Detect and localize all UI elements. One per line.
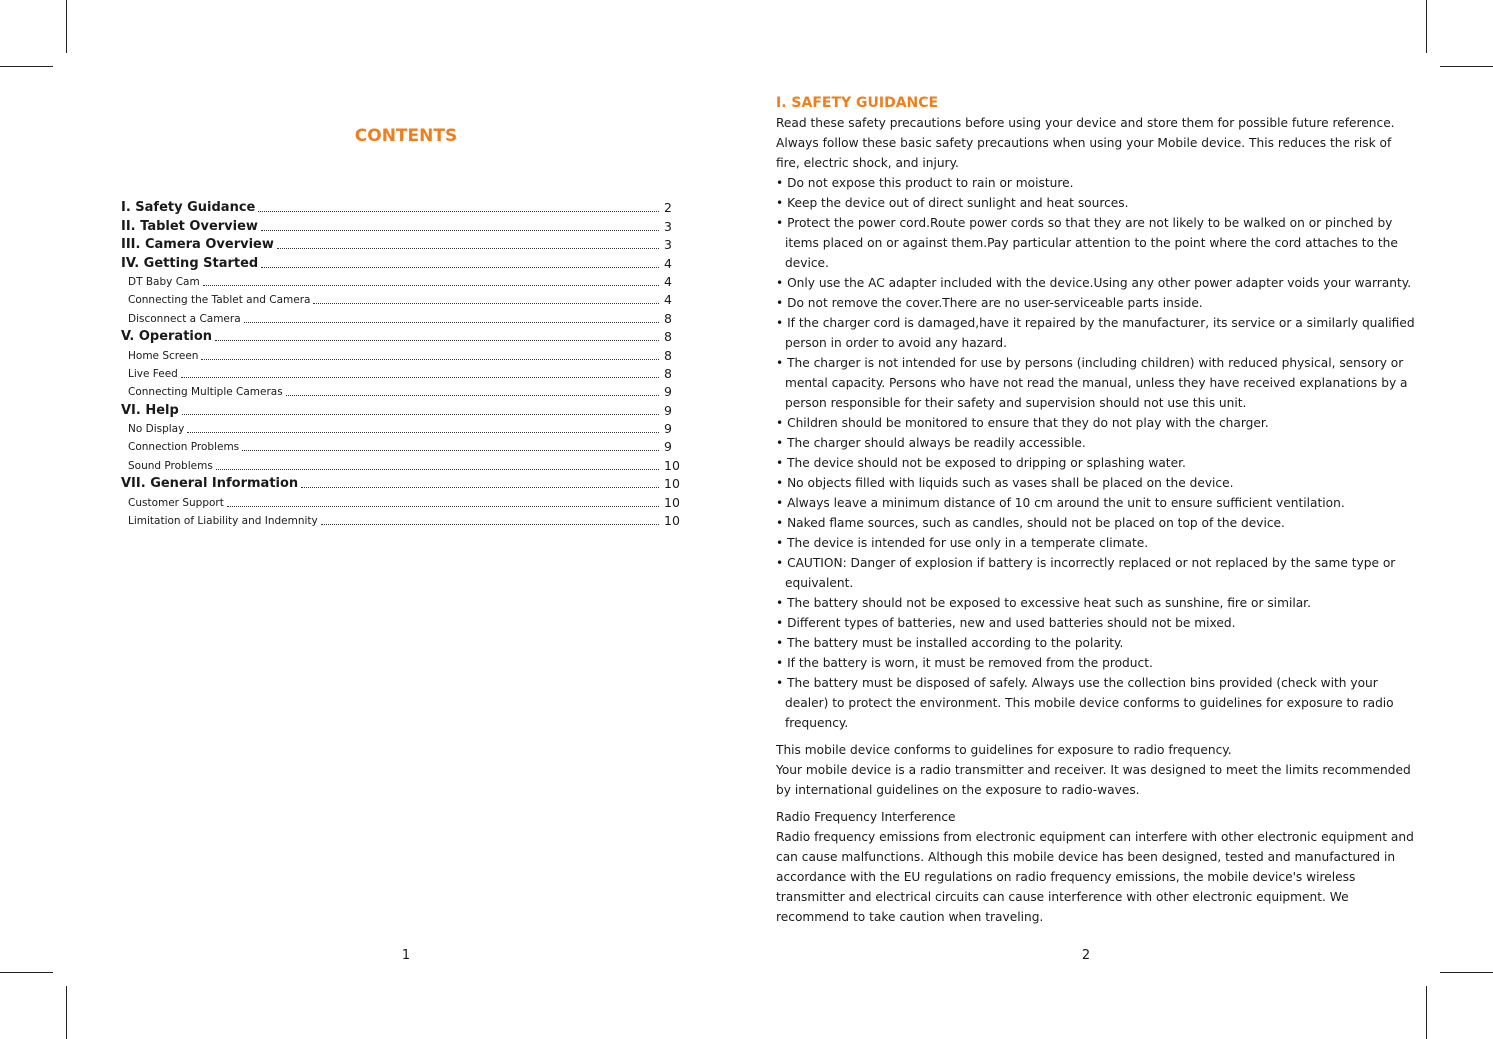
safety-bullet: • Different types of batteries, new and used batteries should not be mixed. [776, 616, 1236, 630]
exposure-line-1: This mobile device conforms to guidelines for exposure to radio frequency. [776, 743, 1232, 757]
safety-bullet: • The battery must be disposed of safely. Always use the collection bins provided (check with your dealer) to protect the environment. This mobile device conforms to guidelines for exposure to radio frequency. [776, 676, 1394, 730]
safety-bullet: • Do not remove the cover.There are no user-serviceable parts inside. [776, 296, 1203, 310]
toc-entry [121, 198, 686, 216]
toc-entry-page: 9 [664, 384, 672, 400]
toc-leader [187, 432, 659, 433]
section-heading: I. SAFETY GUIDANCE [776, 95, 939, 111]
toc-entry [121, 290, 686, 308]
crop-mark [66, 0, 67, 53]
toc-entry-page: 4 [664, 273, 672, 289]
toc-leader [216, 469, 659, 470]
crop-mark [0, 66, 53, 67]
toc-entry-label: VI. Help [121, 402, 179, 418]
rf-paragraph: Radio frequency emissions from electronic equipment can interfere with other electronic equipment and can cause malfunctions. Although this mobile device has been designed, tested and manufactured in accordance with the EU regulations on radio frequency emissions, the mobile device's wireless transmitter and electrical circuits can cause interference with other electronic equipment. We recommend to take caution when traveling. [776, 830, 1414, 924]
safety-guidance-page [776, 93, 1416, 927]
crop-mark [66, 986, 67, 1039]
crop-mark [1426, 986, 1427, 1039]
toc-entry-label: DT Baby Cam [128, 275, 200, 288]
toc-entry [121, 419, 686, 437]
toc-entry-label: Connection Problems [128, 441, 240, 454]
safety-bullet: • Naked flame sources, such as candles, should not be placed on top of the device. [776, 516, 1285, 530]
toc-entry-page: 10 [664, 513, 680, 529]
safety-bullet: • The charger should always be readily accessible. [776, 436, 1086, 450]
rf-heading: Radio Frequency Interference [776, 810, 956, 824]
toc-leader [261, 267, 659, 268]
toc-entry [121, 272, 686, 290]
toc-entry-page: 9 [664, 402, 672, 418]
toc-entry-label: I. Safety Guidance [121, 200, 256, 216]
toc-entry-label: III. Camera Overview [121, 237, 274, 253]
toc-entry-label: Limitation of Liability and Indemnity [128, 515, 318, 528]
toc-entry [121, 327, 686, 345]
safety-bullet: • The device should not be exposed to dripping or splashing water. [776, 456, 1186, 470]
toc-entry [121, 382, 686, 400]
safety-bullet: • Children should be monitored to ensure that they do not play with the charger. [776, 416, 1269, 430]
safety-bullet: • The device is intended for use only in a temperate climate. [776, 536, 1149, 550]
toc-leader [227, 506, 659, 507]
toc-entry-page: 10 [664, 476, 680, 492]
contents-title: CONTENTS [354, 126, 458, 146]
toc-entry-page: 8 [664, 347, 672, 363]
safety-bullet: • Do not expose this product to rain or moisture. [776, 176, 1074, 190]
toc-entry-label: IV. Getting Started [121, 255, 259, 271]
safety-bullet: • The charger is not intended for use by persons (including children) with reduced physical, sensory or mental capacity. Persons who have not read the manual, unless they have received explanations by a person responsible for their safety and supervision should not use this unit. [776, 356, 1408, 410]
toc-entry-page: 2 [664, 200, 672, 216]
page-number-right: 2 [1081, 948, 1091, 963]
toc-entry-label: VII. General Information [121, 476, 299, 492]
safety-bullet: • No objects filled with liquids such as vases shall be placed on the device. [776, 476, 1234, 490]
crop-mark [1426, 0, 1427, 53]
exposure-line-2: Your mobile device is a radio transmitter and receiver. It was designed to meet the limits recommended by international guidelines on the exposure to radio-waves. [776, 763, 1411, 797]
crop-mark [1440, 66, 1493, 67]
crop-mark [1440, 972, 1493, 973]
toc-entry [121, 400, 686, 418]
toc-entry-label: Connecting Multiple Cameras [128, 386, 283, 399]
safety-bullet: • If the battery is worn, it must be removed from the product. [776, 656, 1153, 670]
toc-leader [242, 450, 659, 451]
toc-entry-label: II. Tablet Overview [121, 218, 258, 234]
safety-bullet: • Always leave a minimum distance of 10 cm around the unit to ensure sufficient ventilation. [776, 496, 1345, 510]
toc-leader [286, 395, 659, 396]
toc-entry-page: 3 [664, 218, 672, 234]
toc-leader [261, 230, 659, 231]
toc-entry [121, 364, 686, 382]
toc-leader [201, 359, 659, 360]
toc-entry-page: 8 [664, 310, 672, 326]
toc-leader [313, 303, 659, 304]
toc-entry [121, 345, 686, 363]
toc-entry-page: 3 [664, 237, 672, 253]
toc-entry [121, 455, 686, 473]
safety-bullet-list [776, 173, 1416, 733]
safety-bullet: • The battery should not be exposed to excessive heat such as sunshine, fire or similar. [776, 596, 1311, 610]
toc-entry [121, 511, 686, 529]
toc-leader [321, 524, 659, 525]
toc-entry-page: 9 [664, 439, 672, 455]
toc-entry-label: Live Feed [128, 367, 178, 380]
toc-leader [277, 248, 659, 249]
toc-leader [301, 487, 659, 488]
toc-leader [215, 340, 659, 341]
safety-bullet: • Protect the power cord.Route power cords so that they are not likely to be walked on or pinched by items placed on or against them.Pay particular attention to the point where the cord attaches to the device. [776, 216, 1398, 270]
table-of-contents [121, 198, 686, 529]
toc-entry [121, 308, 686, 326]
toc-entry [121, 253, 686, 271]
intro-paragraph: Read these safety precautions before using your device and store them for possible future reference. Always follow these basic safety precautions when using your Mobile device. This reduces the risk of fire, electric shock, and injury. [776, 116, 1395, 170]
toc-entry-label: Customer Support [128, 496, 224, 509]
toc-entry [121, 235, 686, 253]
crop-mark [0, 972, 53, 973]
page-number-left: 1 [401, 948, 411, 963]
toc-leader [181, 377, 659, 378]
safety-bullet: • Keep the device out of direct sunlight and heat sources. [776, 196, 1129, 210]
toc-leader [182, 414, 659, 415]
toc-entry-page: 10 [664, 457, 680, 473]
toc-entry-page: 4 [664, 292, 672, 308]
toc-entry-page: 9 [664, 421, 672, 437]
safety-bullet: • Only use the AC adapter included with the device.Using any other power adapter voids your warranty. [776, 276, 1412, 290]
toc-entry [121, 216, 686, 234]
toc-entry [121, 492, 686, 510]
toc-entry-label: Sound Problems [128, 459, 213, 472]
toc-entry-page: 4 [664, 255, 672, 271]
toc-leader [244, 322, 659, 323]
toc-leader [203, 285, 659, 286]
safety-bullet: • If the charger cord is damaged,have it repaired by the manufacturer, its service or a similarly qualified person in order to avoid any hazard. [776, 316, 1415, 350]
toc-entry-page: 10 [664, 494, 680, 510]
toc-entry-page: 8 [664, 365, 672, 381]
safety-bullet: • CAUTION: Danger of explosion if battery is incorrectly replaced or not replaced by the same type or equivalent. [776, 556, 1396, 590]
toc-entry-label: V. Operation [121, 329, 213, 345]
toc-entry-label: Disconnect a Camera [128, 312, 241, 325]
toc-entry [121, 437, 686, 455]
toc-entry [121, 474, 686, 492]
toc-entry-label: Home Screen [128, 349, 199, 362]
toc-entry-label: Connecting the Tablet and Camera [128, 294, 311, 307]
toc-entry-page: 8 [664, 329, 672, 345]
toc-leader [258, 211, 659, 212]
safety-bullet: • The battery must be installed according to the polarity. [776, 636, 1124, 650]
toc-entry-label: No Display [128, 423, 185, 436]
